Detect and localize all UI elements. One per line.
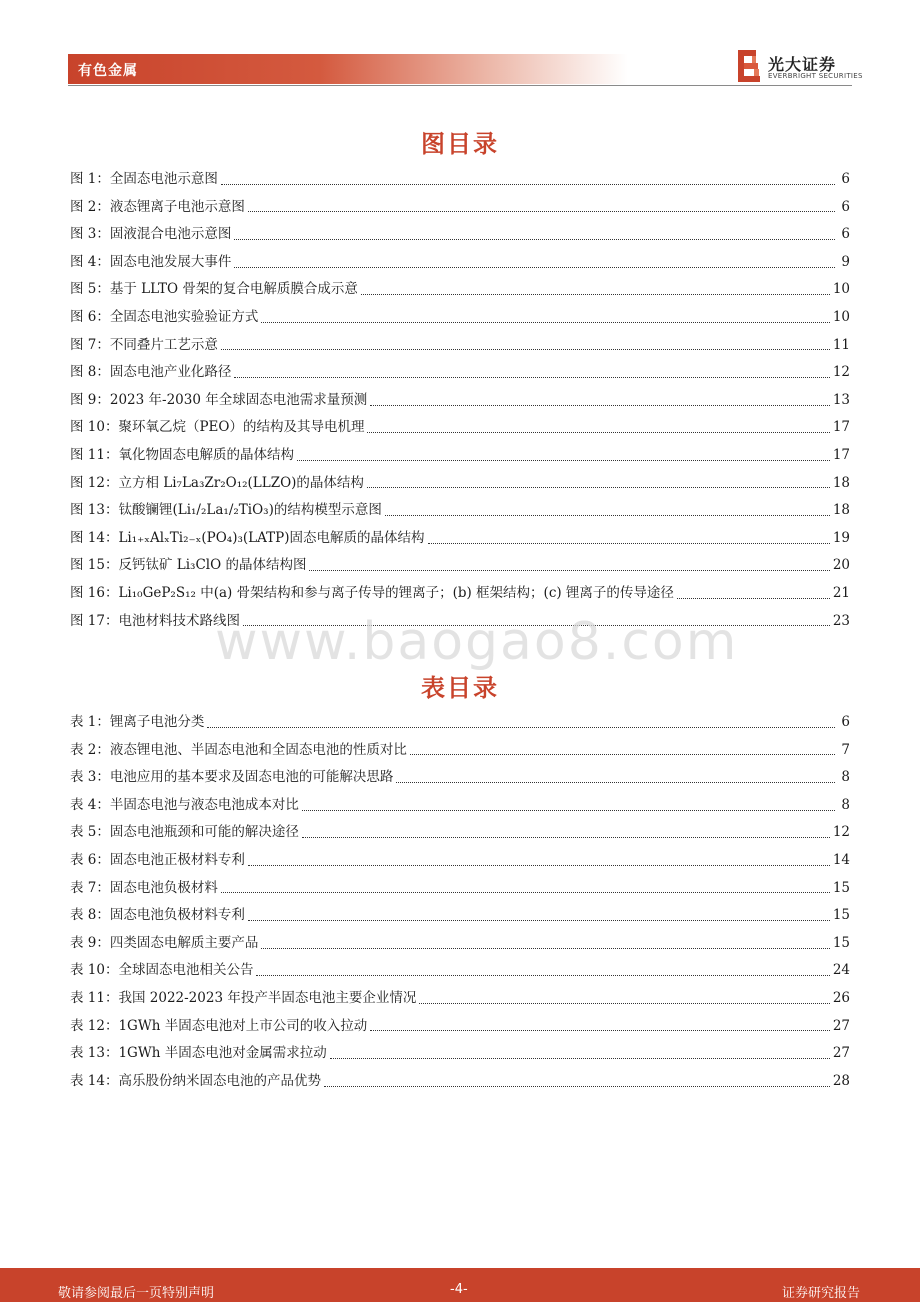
- table-entry[interactable]: [70, 1040, 850, 1068]
- header-divider: [68, 85, 852, 86]
- table-list: [70, 709, 850, 1095]
- figure-entry-page[interactable]: 13: [832, 391, 850, 408]
- table-entry-page[interactable]: 27: [832, 1017, 850, 1034]
- dot-leader: [261, 321, 829, 323]
- table-entry-page[interactable]: 14: [832, 851, 850, 868]
- figure-entry[interactable]: [70, 276, 850, 304]
- table-entry-label[interactable]: 表 13：1GWh 半固态电池对金属需求拉动: [70, 1045, 327, 1062]
- figure-entry-page[interactable]: 6: [841, 171, 850, 187]
- dot-leader: [302, 809, 835, 811]
- figure-entry-label[interactable]: 图 9：2023 年-2030 年全球固态电池需求量预测: [70, 391, 368, 408]
- table-entry-label[interactable]: 表 7：固态电池负极材料: [70, 879, 218, 896]
- figure-entry-page[interactable]: 6: [841, 226, 850, 243]
- figure-entry-page[interactable]: 19: [832, 529, 850, 546]
- figure-entry-page[interactable]: 23: [832, 612, 850, 629]
- figure-entry-label[interactable]: 图 6：全固态电池实验验证方式: [70, 308, 259, 325]
- figure-entry-page[interactable]: 9: [841, 253, 850, 270]
- table-entry[interactable]: [70, 875, 850, 903]
- everbright-logo-icon: [738, 50, 760, 82]
- table-entry-page[interactable]: 7: [841, 741, 850, 758]
- figure-entry[interactable]: [70, 580, 850, 608]
- dot-leader: [324, 1085, 830, 1087]
- figure-entry-page[interactable]: 18: [832, 474, 850, 491]
- header-section-label: 有色金属: [78, 63, 138, 79]
- figure-entry-label[interactable]: 图 4：固态电池发展大事件: [70, 253, 232, 270]
- figure-entry-label[interactable]: 图 13：钛酸镧锂(Li₁/₂La₁/₂TiO₃)的结构模型示意图: [70, 502, 382, 519]
- dot-leader: [367, 431, 829, 433]
- table-entry-page[interactable]: 26: [832, 989, 850, 1006]
- table-entry-page[interactable]: 8: [841, 796, 850, 813]
- table-entry-label[interactable]: 表 4：半固态电池与液态电池成本对比: [70, 796, 299, 813]
- figure-entry[interactable]: [70, 387, 850, 415]
- figure-entry[interactable]: [70, 166, 850, 194]
- dot-leader: [677, 597, 830, 599]
- figure-entry-page[interactable]: 10: [832, 281, 850, 298]
- table-entry-page[interactable]: 15: [832, 934, 850, 951]
- figure-entry[interactable]: [70, 332, 850, 360]
- figure-entry-label[interactable]: 图 17：电池材料技术路线图: [70, 612, 240, 629]
- dot-leader: [309, 569, 829, 571]
- table-list-title: 表目录: [421, 674, 499, 702]
- dot-leader: [221, 891, 830, 893]
- figure-entry-page[interactable]: 17: [832, 419, 850, 436]
- dot-leader: [234, 266, 835, 268]
- table-entry[interactable]: [70, 792, 850, 820]
- brand-name-en: EVERBRIGHT SECURITIES: [768, 72, 863, 80]
- figure-list: [70, 166, 850, 635]
- figure-entry-page[interactable]: 18: [832, 502, 850, 519]
- figure-entry[interactable]: [70, 359, 850, 387]
- table-entry[interactable]: [70, 985, 850, 1013]
- figure-entry[interactable]: [70, 194, 850, 222]
- dot-leader: [428, 542, 830, 544]
- table-entry[interactable]: [70, 930, 850, 958]
- footer-report-type: 证券研究报告: [782, 1286, 861, 1301]
- table-entry-label[interactable]: 表 8：固态电池负极材料专利: [70, 907, 245, 924]
- table-entry-label[interactable]: 表 11：我国 2022-2023 年投产半固态电池主要企业情况: [70, 989, 417, 1006]
- dot-leader: [367, 486, 830, 488]
- dot-leader: [256, 974, 829, 976]
- watermark: www.baogao8.com: [215, 612, 739, 672]
- figure-entry-page[interactable]: 20: [832, 557, 850, 574]
- footer-bar: [0, 1268, 920, 1302]
- table-entry-label[interactable]: 表 5：固态电池瓶颈和可能的解决途径: [70, 824, 299, 841]
- figure-entry-label[interactable]: 图 8：固态电池产业化路径: [70, 364, 232, 381]
- figure-entry[interactable]: [70, 552, 850, 580]
- dot-leader: [330, 1057, 830, 1059]
- table-entry-page[interactable]: 12: [832, 824, 850, 841]
- brand-name-cn: 光大证券: [768, 55, 837, 74]
- figure-entry-page[interactable]: 10: [832, 308, 850, 325]
- header-section-band: [68, 54, 628, 84]
- table-entry[interactable]: [70, 709, 850, 737]
- figure-entry[interactable]: [70, 470, 850, 498]
- figure-entry[interactable]: [70, 304, 850, 332]
- table-entry-page[interactable]: 8: [841, 769, 850, 786]
- dot-leader: [248, 864, 830, 866]
- table-entry[interactable]: [70, 764, 850, 792]
- figure-entry[interactable]: [70, 442, 850, 470]
- dot-leader: [234, 238, 835, 240]
- figure-entry-label[interactable]: 图 11：氧化物固态电解质的晶体结构: [70, 446, 294, 463]
- dot-leader: [410, 753, 835, 755]
- figure-entry-page[interactable]: 21: [832, 584, 850, 601]
- table-entry[interactable]: [70, 847, 850, 875]
- figure-entry-label[interactable]: 图 14：Li₁₊ₓAlₓTi₂₋ₓ(PO₄)₃(LATP)固态电解质的晶体结构: [70, 529, 425, 546]
- table-entry-page[interactable]: 24: [832, 962, 850, 979]
- table-entry-label[interactable]: 表 3：电池应用的基本要求及固态电池的可能解决思路: [70, 769, 394, 786]
- dot-leader: [221, 183, 835, 185]
- dot-leader: [234, 376, 829, 378]
- table-entry-label[interactable]: 表 10：全球固态电池相关公告: [70, 962, 254, 979]
- table-entry-page[interactable]: 15: [832, 907, 850, 924]
- brand-logo: [738, 50, 863, 84]
- table-entry-label[interactable]: 表 2：液态锂电池、半固态电池和全固态电池的性质对比: [70, 741, 407, 758]
- figure-entry[interactable]: [70, 221, 850, 249]
- figure-entry-page[interactable]: 17: [832, 446, 850, 463]
- dot-leader: [370, 1029, 830, 1031]
- dot-leader: [361, 293, 830, 295]
- table-entry-page[interactable]: 27: [832, 1045, 850, 1062]
- table-entry-label[interactable]: 表 12：1GWh 半固态电池对上市公司的收入拉动: [70, 1017, 368, 1034]
- footer-disclaimer: 敬请参阅最后一页特别声明: [58, 1286, 215, 1301]
- figure-entry-label[interactable]: 图 3：固液混合电池示意图: [70, 226, 232, 243]
- figure-entry[interactable]: [70, 497, 850, 525]
- figure-list-title: 图目录: [421, 130, 499, 158]
- table-entry-label[interactable]: 表 6：固态电池正极材料专利: [70, 851, 245, 868]
- dot-leader: [248, 210, 835, 212]
- table-entry-label[interactable]: 表 14：高乐股份纳米固态电池的产品优势: [70, 1072, 321, 1089]
- figure-entry-label[interactable]: 图 12：立方相 Li₇La₃Zr₂O₁₂(LLZO)的晶体结构: [70, 474, 364, 491]
- figure-entry-page[interactable]: 6: [841, 198, 850, 215]
- figure-entry[interactable]: [70, 414, 850, 442]
- dot-leader: [207, 726, 835, 728]
- dot-leader: [248, 919, 830, 921]
- figure-entry-label[interactable]: 图 15：反钙钛矿 Li₃ClO 的晶体结构图: [70, 557, 307, 574]
- table-entry-label[interactable]: 表 1：锂离子电池分类: [70, 714, 205, 730]
- table-entry-page[interactable]: 15: [832, 879, 850, 896]
- table-entry-page[interactable]: 6: [841, 714, 850, 730]
- dot-leader: [385, 514, 830, 516]
- table-entry[interactable]: [70, 1013, 850, 1041]
- table-entry-page[interactable]: 28: [832, 1072, 850, 1089]
- figure-entry-page[interactable]: 12: [832, 364, 850, 381]
- figure-entry-page[interactable]: 11: [832, 336, 850, 353]
- figure-entry[interactable]: [70, 249, 850, 277]
- figure-entry-label[interactable]: 图 16：Li₁₀GeP₂S₁₂ 中(a) 骨架结构和参与离子传导的锂离子；(b) 框架结构；(c) 锂离子的传导途径: [70, 584, 674, 601]
- table-entry[interactable]: [70, 819, 850, 847]
- table-entry[interactable]: [70, 957, 850, 985]
- table-entry[interactable]: [70, 902, 850, 930]
- dot-leader: [302, 836, 830, 838]
- dot-leader: [370, 404, 830, 406]
- table-entry-label[interactable]: 表 9：四类固态电解质主要产品: [70, 934, 259, 951]
- dot-leader: [396, 781, 835, 783]
- footer-page-number: -4-: [450, 1282, 468, 1297]
- figure-entry-label[interactable]: 图 1：全固态电池示意图: [70, 171, 218, 187]
- figure-entry-label[interactable]: 图 2：液态锂离子电池示意图: [70, 198, 245, 215]
- figure-entry-label[interactable]: 图 7：不同叠片工艺示意: [70, 336, 218, 353]
- figure-entry-label[interactable]: 图 10：聚环氧乙烷（PEO）的结构及其导电机理: [70, 419, 365, 436]
- figure-entry-label[interactable]: 图 5：基于 LLTO 骨架的复合电解质膜合成示意: [70, 281, 358, 298]
- dot-leader: [297, 459, 830, 461]
- dot-leader: [261, 947, 829, 949]
- table-entry[interactable]: [70, 1068, 850, 1096]
- dot-leader: [419, 1002, 829, 1004]
- figure-entry[interactable]: [70, 525, 850, 553]
- dot-leader: [221, 348, 830, 350]
- table-entry[interactable]: [70, 737, 850, 765]
